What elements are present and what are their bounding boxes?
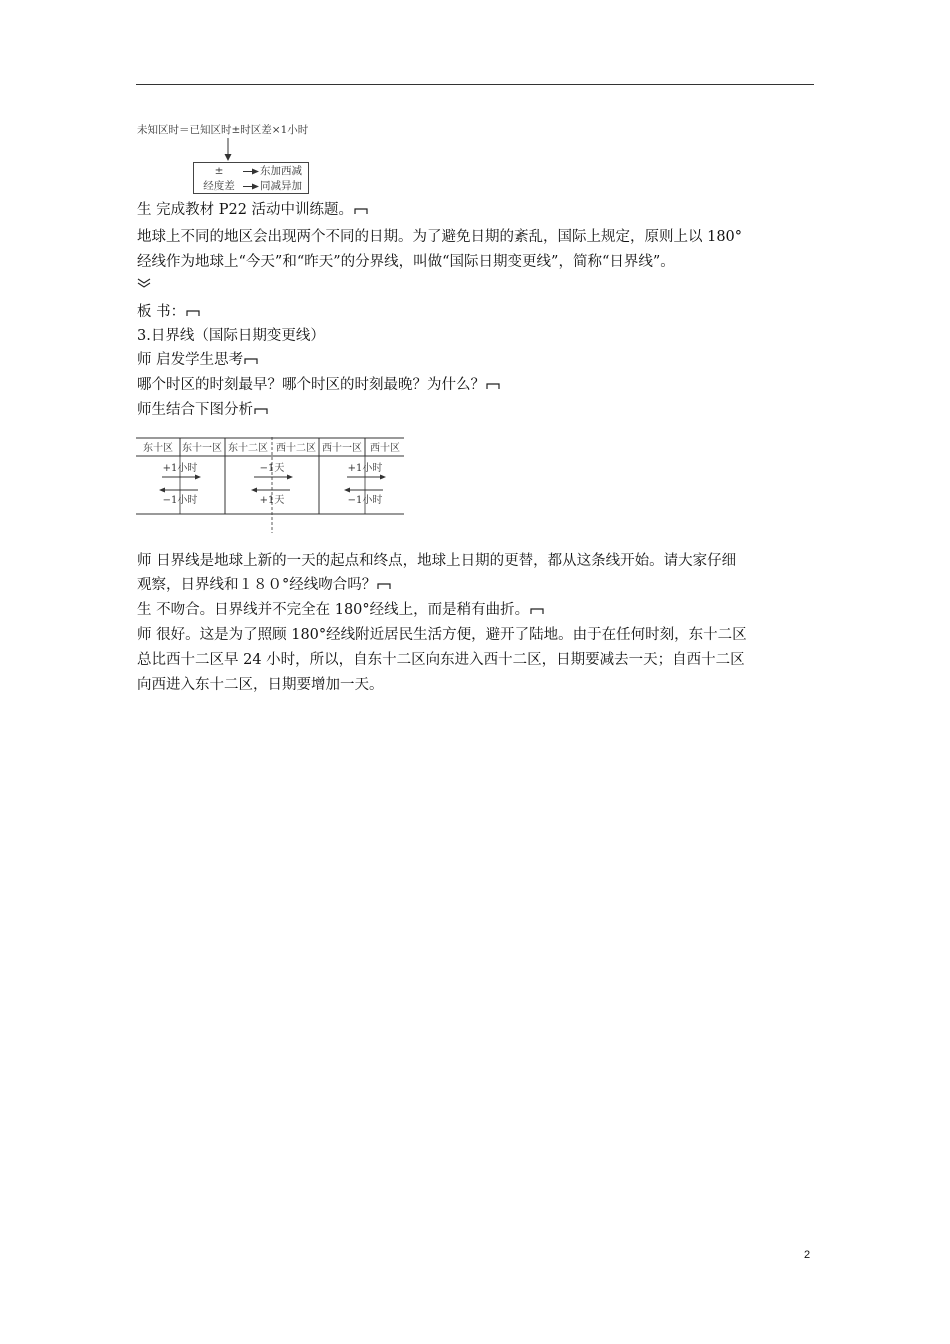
- return-mark-icon: [354, 206, 368, 214]
- westward-date-change-label: +1天: [259, 495, 285, 506]
- east-arrowhead-icon: [380, 475, 386, 480]
- east-arrowhead-icon: [287, 475, 293, 480]
- return-mark-icon: [254, 406, 268, 414]
- formula-box: [193, 162, 309, 194]
- zone-header: 西十一区: [322, 443, 362, 454]
- return-mark-icon: [186, 308, 200, 316]
- line-text: 3.日界线（国际日期变更线）: [137, 328, 325, 344]
- line-text: 师 日界线是地球上新的一天的起点和终点，地球上日期的更替，都从这条线开始。请大家仔细: [137, 553, 737, 569]
- formula-longitude-diff: 经度差: [203, 180, 235, 192]
- eastward-date-change-label: −1天: [259, 463, 285, 474]
- line-text: 师生结合下图分析: [137, 402, 253, 418]
- right-arrow-icon: [243, 183, 259, 190]
- east-arrowhead-icon: [195, 475, 201, 480]
- double-chevron-down-icon: [137, 278, 151, 288]
- page-number: 2: [804, 1249, 811, 1261]
- return-mark-icon: [377, 581, 391, 589]
- paragraph-line: [137, 198, 368, 222]
- line-text: 板 书：: [137, 304, 186, 320]
- paragraph-line: [137, 324, 325, 348]
- line-text: 师 启发学生思考: [137, 352, 244, 368]
- line-text: 观察，日界线和１８０°经线吻合吗？: [137, 577, 377, 593]
- formula-rule-east-west: 东加西减: [260, 165, 302, 177]
- paragraph-line: [137, 648, 745, 672]
- line-text: 生 完成教材 P22 活动中训练题。: [137, 202, 354, 218]
- paragraph-line: [137, 549, 736, 573]
- formula-title: 未知区时＝已知区时±时区差×1小时: [137, 124, 309, 136]
- westward-change-label: −1小时: [162, 495, 198, 506]
- zone-header: 东十一区: [182, 443, 222, 454]
- header-rule: [136, 84, 814, 85]
- formula-rule-same-diff: 同减异加: [260, 180, 302, 192]
- paragraph-line: [137, 348, 258, 372]
- return-mark-icon: [244, 356, 258, 364]
- line-text: 地球上不同的地区会出现两个不同的日期。为了避免日期的紊乱，国际上规定，原则上以 180°: [137, 229, 743, 245]
- date-line-diagram: [136, 437, 404, 533]
- right-arrow-icon: [243, 168, 259, 175]
- zone-header: 西十二区: [276, 443, 316, 454]
- paragraph-line: [137, 673, 384, 697]
- line-text: 经线作为地球上“今天”和“昨天”的分界线，叫做“国际日期变更线”，简称“日界线”。: [137, 254, 675, 270]
- line-text: 生 不吻合。日界线并不完全在 180°经线上，而是稍有曲折。: [137, 602, 530, 618]
- zone-header: 东十二区: [228, 443, 268, 454]
- eastward-change-label: +1小时: [347, 463, 383, 474]
- line-text: 哪个时区的时刻最早？哪个时区的时刻最晚？为什么？: [137, 377, 485, 393]
- formula-sign: ±: [214, 165, 224, 177]
- westward-change-label: −1小时: [347, 495, 383, 506]
- zone-header: 东十区: [143, 443, 173, 454]
- down-arrow-icon: [223, 138, 233, 162]
- line-text: 向西进入东十二区，日期要增加一天。: [137, 677, 384, 693]
- paragraph-line: [137, 250, 675, 274]
- paragraph-line: [137, 373, 500, 397]
- paragraph-line: [137, 398, 268, 422]
- paragraph-line: [137, 598, 544, 622]
- paragraph-line: [137, 225, 742, 249]
- return-mark-icon: [530, 606, 544, 614]
- line-text: 师 很好。这是为了照顾 180°经线附近居民生活方便，避开了陆地。由于在任何时刻，东十二区: [137, 627, 747, 643]
- return-mark-icon: [486, 381, 500, 389]
- paragraph-line: [137, 573, 391, 597]
- line-text: 总比西十二区早 24 小时，所以，自东十二区向东进入西十二区，日期要减去一天；自西十二区: [137, 652, 745, 668]
- eastward-change-label: +1小时: [162, 463, 198, 474]
- paragraph-line: [137, 300, 200, 324]
- paragraph-line: [137, 623, 747, 647]
- zone-header: 西十区: [370, 443, 400, 454]
